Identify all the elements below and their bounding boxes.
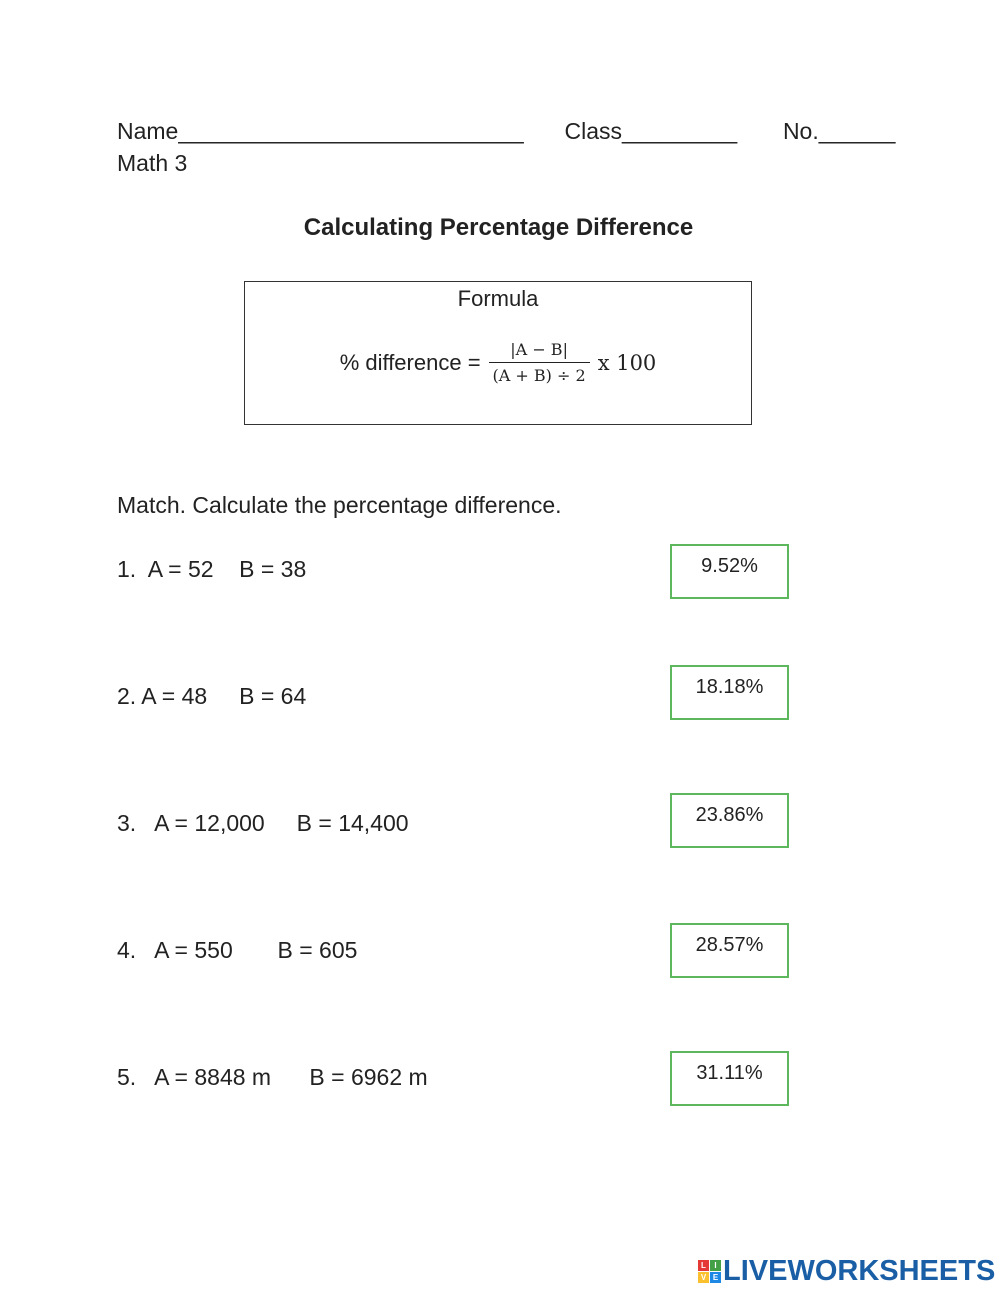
name-field[interactable]: Name___________________________ <box>117 118 524 144</box>
liveworksheets-logo <box>698 1255 995 1288</box>
problem-item: 1. A = 52 B = 38 <box>117 556 307 582</box>
logo-text: LIVEWORKSHEETS <box>723 1255 996 1287</box>
instruction-text: Match. Calculate the percentage difference. <box>117 492 562 518</box>
formula-fraction <box>489 340 590 385</box>
logo-block: E <box>710 1272 721 1283</box>
problem-item: 3. A = 12,000 B = 14,400 <box>117 810 409 836</box>
number-field[interactable]: No.______ <box>782 118 896 144</box>
answer-box[interactable]: 18.18% <box>670 665 789 720</box>
logo-block: V <box>698 1272 709 1283</box>
answer-box[interactable]: 9.52% <box>670 544 789 599</box>
subject-label: Math 3 <box>117 150 188 176</box>
formula-label: Formula <box>457 286 539 311</box>
logo-block: I <box>710 1260 721 1271</box>
worksheet-title: Calculating Percentage Difference <box>303 214 694 241</box>
problem-item: 5. A = 8848 m B = 6962 m <box>117 1064 428 1090</box>
formula-denominator: (A + B) ÷ 2 <box>489 362 590 385</box>
problem-item: 4. A = 550 B = 605 <box>117 937 358 963</box>
logo-block: L <box>698 1260 709 1271</box>
formula-numerator: |A − B| <box>510 340 568 359</box>
formula-box <box>244 281 752 425</box>
answer-box[interactable]: 28.57% <box>670 923 789 978</box>
logo-blocks-icon <box>698 1260 721 1283</box>
student-info-line <box>117 118 896 145</box>
problem-item: 2. A = 48 B = 64 <box>117 683 307 709</box>
class-field[interactable]: Class_________ <box>564 118 738 144</box>
formula-expression <box>245 340 751 385</box>
formula-multiplier: x 100 <box>597 350 657 375</box>
answer-box[interactable]: 23.86% <box>670 793 789 848</box>
answer-box[interactable]: 31.11% <box>670 1051 789 1106</box>
formula-lhs: % difference = <box>339 349 481 375</box>
